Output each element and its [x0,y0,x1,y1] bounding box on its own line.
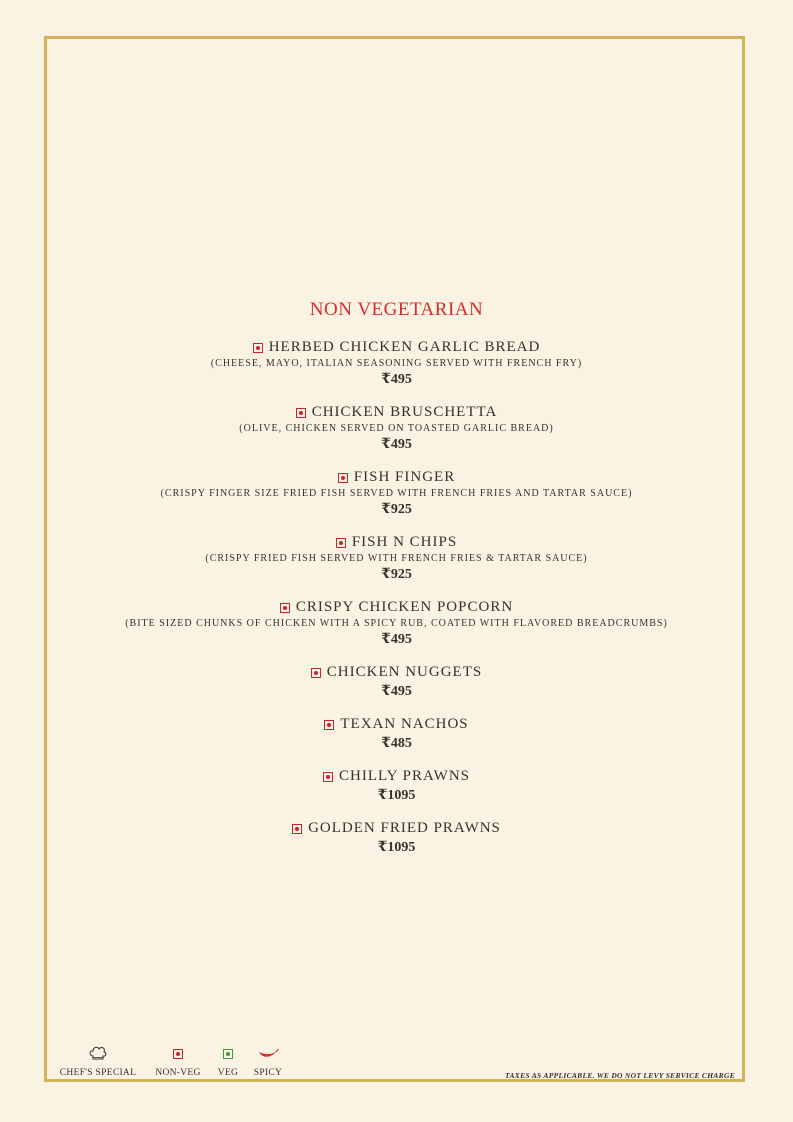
menu-item [0,533,793,584]
legend-label: CHEF'S SPECIAL [59,1068,137,1078]
item-price: ₹925 [381,567,412,582]
veg-icon [223,1049,233,1059]
chef-hat-icon [88,1046,108,1062]
item-name: TEXAN NACHOS [340,716,469,732]
item-name: CHICKEN NUGGETS [326,664,483,680]
menu-item [0,819,793,857]
legend-chefs-special [58,1045,138,1078]
item-price: ₹1095 [377,788,416,803]
legend-veg [213,1045,243,1078]
menu-item [0,663,793,701]
item-name: FISH N CHIPS [351,534,458,550]
section-title: NON VEGETARIAN [309,299,484,320]
legend-label: NON-VEG [155,1068,201,1078]
menu-item-list [0,338,793,871]
menu-item [0,403,793,454]
item-name: CRISPY CHICKEN POPCORN [295,599,514,615]
footer-note: TAXES AS APPLICABLE. WE DO NOT LEVY SERVICE CHARGE [505,1071,735,1080]
item-price: ₹485 [381,736,412,751]
item-name: FISH FINGER [353,469,456,485]
non-veg-icon [296,408,306,418]
non-veg-icon [173,1049,183,1059]
menu-item [0,715,793,753]
non-veg-icon [338,473,348,483]
non-veg-icon [280,603,290,613]
item-price: ₹495 [381,437,412,452]
non-veg-icon [323,772,333,782]
item-price: ₹495 [381,684,412,699]
menu-item [0,468,793,519]
item-description: (BITE SIZED CHUNKS OF CHICKEN WITH A SPICY RUB, COATED WITH FLAVORED BREADCRUMBS) [125,618,668,629]
menu-item [0,598,793,649]
chili-icon [257,1048,279,1060]
non-veg-icon [311,668,321,678]
legend-label: SPICY [253,1068,283,1078]
non-veg-icon [292,824,302,834]
item-price: ₹1095 [377,840,416,855]
item-name: CHICKEN BRUSCHETTA [311,404,498,420]
legend-label: VEG [217,1068,239,1078]
item-name: CHILLY PRAWNS [339,768,470,784]
item-description: (CHEESE, MAYO, ITALIAN SEASONING SERVED WITH FRENCH FRY) [210,358,583,369]
item-price: ₹495 [381,372,412,387]
item-name: GOLDEN FRIED PRAWNS [308,820,501,836]
non-veg-icon [336,538,346,548]
item-price: ₹495 [381,632,412,647]
item-name: HERBED CHICKEN GARLIC BREAD [268,339,541,355]
item-description: (OLIVE, CHICKEN SERVED ON TOASTED GARLIC BREAD) [239,423,554,434]
item-description: (CRISPY FRIED FISH SERVED WITH FRENCH FRIES & TARTAR SAUCE) [205,553,588,564]
menu-item [0,338,793,389]
menu-item [0,767,793,805]
non-veg-icon [253,343,263,353]
legend-non-veg [148,1045,208,1078]
non-veg-icon [324,720,334,730]
legend-spicy [250,1045,286,1078]
item-price: ₹925 [381,502,412,517]
item-description: (CRISPY FINGER SIZE FRIED FISH SERVED WITH FRENCH FRIES AND TARTAR SAUCE) [160,488,633,499]
